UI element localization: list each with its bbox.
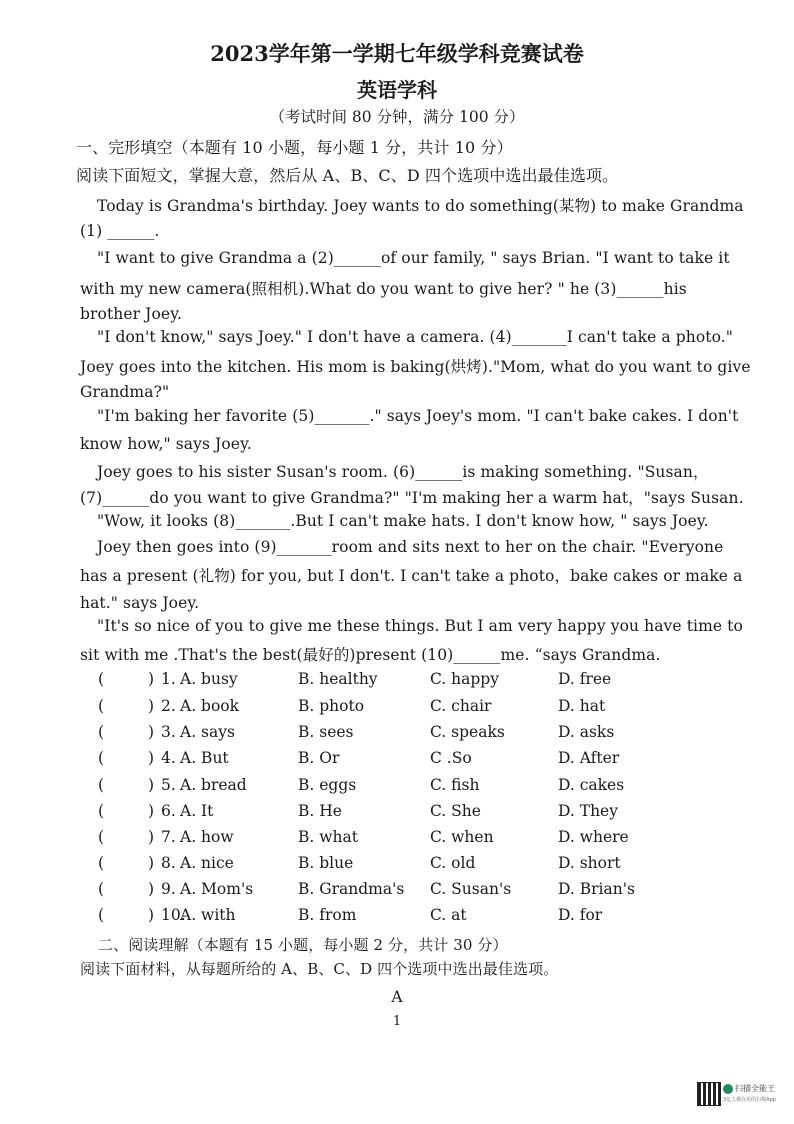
passage-line: sit with me .That's the best(最好的)present (10)______me. “says Grandma. [80,646,661,664]
passage-line: "It's so nice of you to give me these things. But I am very happy you have time to [97,617,743,635]
subject-title: 英语学科 [357,78,437,102]
option-b: B. eggs [298,776,357,794]
passage-line: Today is Grandma's birthday. Joey wants to do something(某物) to make Grandma [97,197,744,215]
option-b: B. what [298,828,358,846]
question-number: 7. [161,828,176,846]
passage-line: Joey then goes into (9)_______room and sits next to her on the chair. "Everyone [97,538,724,556]
option-a: A. But [180,749,229,767]
answer-bracket-open: ( [98,670,105,688]
option-c: C. chair [430,697,492,715]
option-d: D. They [558,802,618,820]
question-number: 3. [161,723,176,741]
page-number: 1 [392,1014,402,1029]
passage-line: Joey goes into the kitchen. His mom is baking(烘烤)."Mom, what do you want to give [80,358,751,376]
question-number: 6. [161,802,176,820]
passage-line: "Wow, it looks (8)_______.But I can't make hats. I don't know how, " says Joey. [97,512,709,530]
passage-line: know how," says Joey. [80,435,252,453]
option-a: A. says [180,723,235,741]
passage-line: with my new camera(照相机).What do you want to give her? " he (3)______his [80,280,687,298]
question-row [0,723,794,747]
option-b: B. blue [298,854,354,872]
option-c: C. fish [430,776,480,794]
option-d: D. asks [558,723,615,741]
option-b: B. photo [298,697,365,715]
passage-line: Grandma?" [80,383,170,401]
option-b: B. Or [298,749,340,767]
option-c: C. at [430,906,467,924]
answer-bracket-open: ( [98,749,105,767]
question-number: 9. [161,880,176,898]
option-a: A. book [180,697,240,715]
passage-line: hat." says Joey. [80,594,200,612]
option-a: A. with [180,906,236,924]
option-d: D. where [558,828,629,846]
option-a: A. busy [180,670,238,688]
answer-bracket-close: ) [148,854,155,872]
scanner-brand: 扫描全能王 [735,1084,775,1093]
answer-bracket-close: ) [148,828,155,846]
answer-bracket-open: ( [98,828,105,846]
option-c: C. old [430,854,476,872]
section1-instruction: 阅读下面短文，掌握大意，然后从 A、B、C、D 四个选项中选出最佳选项。 [76,166,619,185]
answer-bracket-open: ( [98,697,105,715]
answer-bracket-open: ( [98,906,105,924]
qr-code-icon [697,1082,721,1106]
option-d: D. for [558,906,603,924]
option-d: D. short [558,854,621,872]
passage-part-label: A [391,988,403,1006]
passage-line: Joey goes to his sister Susan's room. (6)______is making something. "Susan， [97,463,709,481]
passage-line: brother Joey. [80,305,183,323]
question-row [0,828,794,852]
question-row [0,880,794,904]
passage-line: has a present (礼物) for you, but I don't. I can't take a photo，bake cakes or make a [80,567,743,585]
question-row [0,802,794,826]
section2-heading: 二、阅读理解（本题有 15 小题，每小题 2 分，共计 30 分） [98,936,508,954]
option-a: A. Mom's [180,880,254,898]
passage-line: "I don't know," says Joey." I don't have a camera. (4)_______I can't take a photo." [97,328,734,346]
option-b: B. Grandma's [298,880,405,898]
option-a: A. It [180,802,214,820]
option-c: C. She [430,802,481,820]
answer-bracket-close: ) [148,802,155,820]
question-number: 4. [161,749,176,767]
option-b: B. sees [298,723,354,741]
passage-line: "I'm baking her favorite (5)_______." says Joey's mom. "I can't bake cakes. I don't [97,407,739,425]
scanner-logo-icon [723,1084,733,1094]
answer-bracket-open: ( [98,880,105,898]
answer-bracket-close: ) [148,723,155,741]
option-b: B. healthy [298,670,378,688]
passage-line: "I want to give Grandma a (2)______of our family, " says Brian. "I want to take it [97,249,730,267]
option-a: A. how [180,828,234,846]
answer-bracket-close: ) [148,906,155,924]
question-number: 2. [161,697,176,715]
exam-info: （考试时间 80 分钟，满分 100 分） [269,108,525,126]
section1-heading: 一、完形填空（本题有 10 小题，每小题 1 分，共计 10 分） [76,138,513,157]
answer-bracket-close: ) [148,749,155,767]
option-a: A. bread [180,776,247,794]
passage-line: (7)______do you want to give Grandma?" "I'm making her a warm hat，"says Susan. [80,489,744,507]
question-row [0,749,794,773]
exam-title: 2023学年第一学期七年级学科竞赛试卷 [210,41,584,66]
question-number: 10. [161,906,186,924]
option-c: C. Susan's [430,880,512,898]
question-row [0,670,794,694]
option-d: D. free [558,670,612,688]
question-row [0,854,794,878]
section2-instruction: 阅读下面材料，从每题所给的 A、B、C、D 四个选项中选出最佳选项。 [80,960,559,978]
option-d: D. Brian's [558,880,635,898]
option-c: C .So [430,749,472,767]
option-d: D. After [558,749,620,767]
option-b: B. He [298,802,342,820]
scanner-subtitle: 3亿人都在用的扫描App [723,1097,776,1103]
answer-bracket-close: ) [148,880,155,898]
passage-line: (1) ______. [80,222,160,240]
question-number: 5. [161,776,176,794]
answer-bracket-open: ( [98,854,105,872]
question-row [0,906,794,930]
option-d: D. hat [558,697,606,715]
option-b: B. from [298,906,357,924]
question-number: 8. [161,854,176,872]
answer-bracket-close: ) [148,697,155,715]
answer-bracket-close: ) [148,670,155,688]
scanner-watermark [723,1083,775,1094]
option-d: D. cakes [558,776,625,794]
option-c: C. when [430,828,494,846]
option-c: C. happy [430,670,499,688]
question-row [0,776,794,800]
answer-bracket-open: ( [98,802,105,820]
question-number: 1. [161,670,176,688]
option-c: C. speaks [430,723,505,741]
answer-bracket-open: ( [98,776,105,794]
question-row [0,697,794,721]
answer-bracket-open: ( [98,723,105,741]
answer-bracket-close: ) [148,776,155,794]
option-a: A. nice [180,854,234,872]
